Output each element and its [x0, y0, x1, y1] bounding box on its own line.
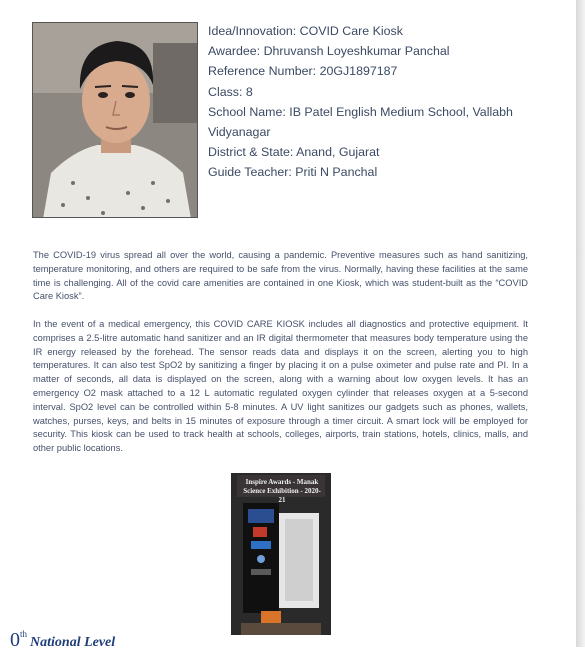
footer-number: 0: [10, 629, 20, 651]
awardee-name: Awardee: Dhruvansh Loyeshkumar Panchal: [208, 44, 450, 59]
description-paragraph-2: In the event of a medical emergency, this COVID CARE KIOSK includes all diagnostics and protective equipment. It comprises a 2.5-litre automatic hand sanitizer and an IR digital thermometer that measures body temperature using the IR energy released by the forehead. The sensor reads data and displays it on the screen, alerting you to high temperatures. It can also test SpO2 by sanitizing a finger by placing it on a pulse oximeter and pulse rate and PI. In a matter of seconds, all data is displayed on the screen, along with a warning about low oxygen levels. It has an emergency O2 mask attached to a 12 L automatic regulated oxygen cylinder that releases oxygen at a 5-second interval. SpO2 level can be controlled within 5-8 minutes. A UV light sanitizes our gadgets such as phones, wallets, watches, purses, keys, and belts in 15 minutes of exposure through a timer circuit. A smart lock will be employed for security. This kiosk can be used to track health at schools, colleges, airports, train stations, hotels, clinics, malls, and other public locations.: [33, 319, 528, 454]
awardee-details: [208, 21, 538, 183]
banner-line-2: Science Exhibition - 2020-21: [243, 487, 321, 504]
guide-teacher: Guide Teacher: Priti N Panchal: [208, 165, 378, 180]
reference-number: Reference Number: 20GJ1897187: [208, 64, 398, 79]
school-name: School Name: IB Patel English Medium School, Vallabh: [208, 104, 513, 119]
idea-title: Idea/Innovation: COVID Care Kiosk: [208, 24, 403, 38]
district-state: District & State: Anand, Gujarat: [208, 145, 380, 160]
footer-superscript: th: [20, 629, 28, 639]
school-name-continued: Vidyanagar: [208, 125, 271, 140]
awardee-portrait-illustration: [33, 23, 198, 218]
description-paragraph-1: The COVID-19 virus spread all over the world, causing a pandemic. Preventive measures such as hand sanitizing, temperature monitoring, and others are required to be safe from the virus. Normally, having these facilities at the same time is challenging. All of the covid care amenities are contained in one Kiosk, which was student-built as the “COVID Care Kiosk”.: [33, 250, 528, 302]
awardee-photo: [32, 22, 198, 218]
kiosk-photo: [231, 473, 331, 635]
banner-line-1: Inspire Awards - Manak: [245, 478, 319, 486]
footer-label: National Level: [30, 635, 116, 650]
footer-logo: [10, 629, 115, 649]
exhibition-banner: [241, 478, 323, 505]
page-edge-shadow: [576, 0, 585, 647]
class: Class: 8: [208, 84, 253, 99]
